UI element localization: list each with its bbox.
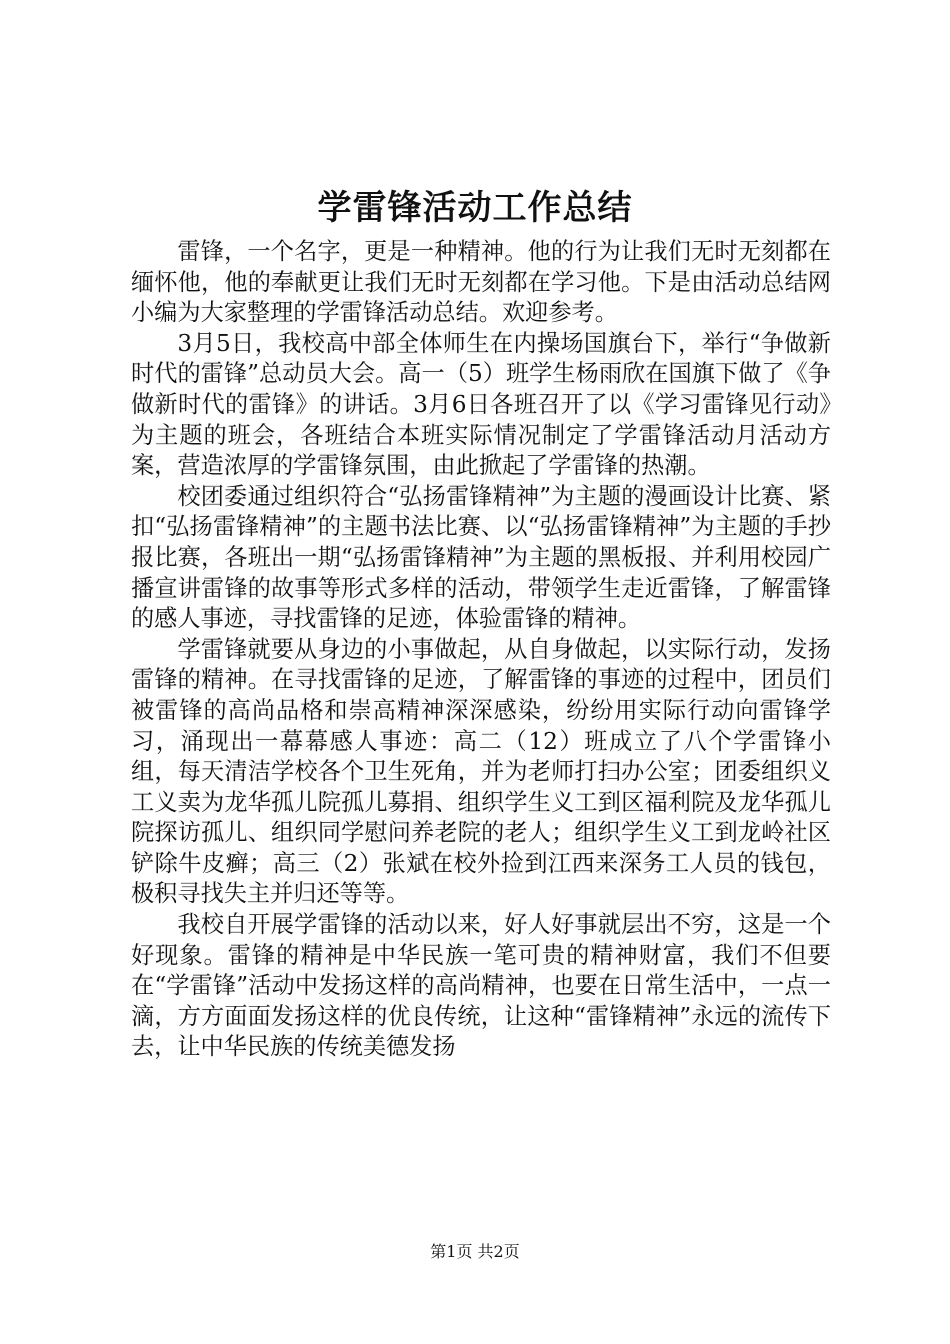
paragraph-1: 雷锋，一个名字，更是一种精神。他的行为让我们无时无刻都在缅怀他，他的奉献更让我们无时无刻都在学习他。下是由活动总结网小编为大家整理的学雷锋活动总结。欢迎参考。 — [131, 238, 831, 327]
paragraph-2: 3月5日，我校高中部全体师生在内操场国旗台下，举行“争做新时代的雷锋”总动员大会。高一（5）班学生杨雨欣在国旗下做了《争做新时代的雷锋》的讲话。3月6日各班召开了以《学习雷锋见行动》为主题的班会，各班结合本班实际情况制定了学雷锋活动月活动方案，营造浓厚的学雷锋氛围，由此掀起了学雷锋的热潮。 — [131, 329, 831, 480]
document-title: 学雷锋活动工作总结 — [317, 188, 633, 228]
document-body — [131, 237, 831, 1063]
paragraph-3: 校团委通过组织符合“弘扬雷锋精神”为主题的漫画设计比赛、紧扣“弘扬雷锋精神”的主题书法比赛、以“弘扬雷锋精神”为主题的手抄报比赛，各班出一期“弘扬雷锋精神”为主题的黑板报、并利用校园广播宣讲雷锋的故事等形式多样的活动，带领学生走近雷锋，了解雷锋的感人事迹，寻找雷锋的足迹，体验雷锋的精神。 — [131, 482, 831, 633]
page-number-footer: 第1页 共2页 — [430, 1242, 520, 1261]
paragraph-4: 学雷锋就要从身边的小事做起，从自身做起，以实际行动，发扬雷锋的精神。在寻找雷锋的足迹，了解雷锋的事迹的过程中，团员们被雷锋的高尚品格和崇高精神深深感染，纷纷用实际行动向雷锋学习，涌现出一幕幕感人事迹：高二（12）班成立了八个学雷锋小组，每天清洁学校各个卫生死角，并为老师打扫办公室；团委组织义工义卖为龙华孤儿院孤儿募捐、组织学生义工到区福利院及龙华孤儿院探访孤儿、组织同学慰问养老院的老人；组织学生义工到龙岭社区铲除牛皮癣；高三（2）张斌在校外捡到江西来深务工人员的钱包，极积寻找失主并归还等等。 — [131, 635, 831, 908]
paragraph-5: 我校自开展学雷锋的活动以来，好人好事就层出不穷，这是一个好现象。雷锋的精神是中华民族一笔可贵的精神财富，我们不但要在“学雷锋”活动中发扬这样的高尚精神，也要在日常生活中，一点一滴，方方面面发扬这样的优良传统，让这种“雷锋精神”永远的流传下去，让中华民族的传统美德发扬 — [131, 911, 831, 1061]
